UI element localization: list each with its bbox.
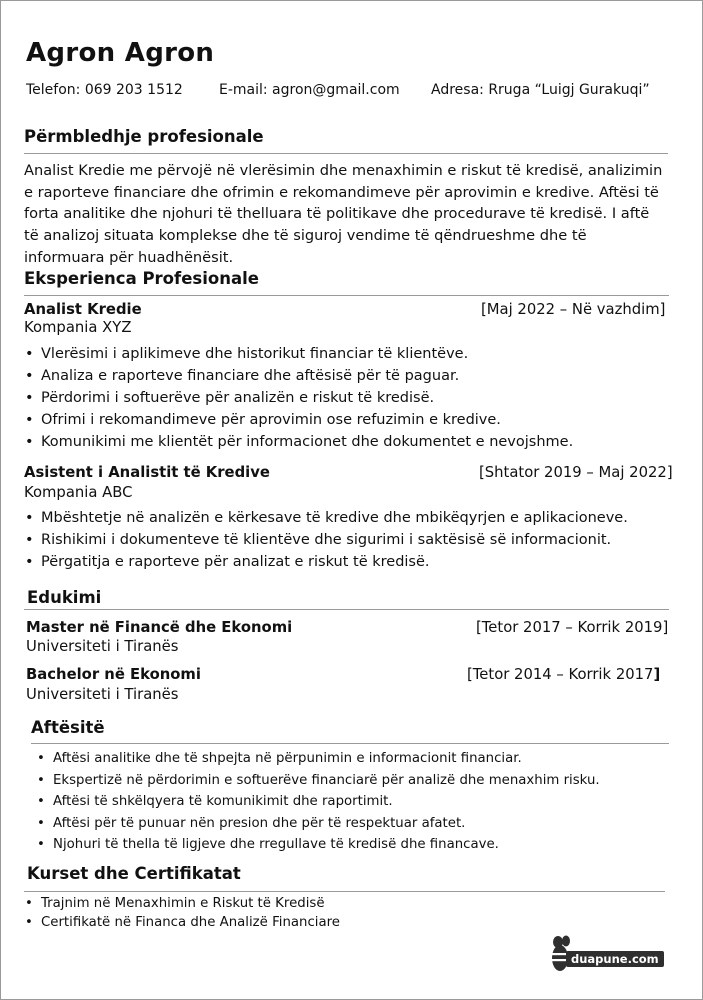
- school-name: Universiteti i Tiranës: [26, 638, 179, 655]
- job-company: Kompania XYZ: [24, 319, 132, 336]
- skills-list: [36, 748, 600, 856]
- list-item: • Komunikimi me klientët për informacionet dhe dokumentet e nevojshme.: [24, 432, 573, 454]
- contact-address: Adresa: Rruga “Luigj Gurakuqi”: [431, 82, 650, 98]
- contact-email: E-mail: agron@gmail.com: [219, 82, 400, 98]
- list-item: • Ekspertizë në përdorimin e softuerëve financiarë për analizë dhe menaxhim risku.: [36, 770, 600, 792]
- job-company: Kompania ABC: [24, 484, 133, 501]
- list-item: • Certifikatë në Financa dhe Analizë Financiare: [24, 913, 340, 932]
- candidate-name: Agron Agron: [26, 38, 215, 68]
- list-item: • Përgatitja e raporteve për analizat e riskut të kredisë.: [24, 552, 628, 574]
- list-item: • Aftësi analitike dhe të shpejta në përpunimin e informacionit financiar.: [36, 748, 600, 770]
- list-item: • Aftësi për të punuar nën presion dhe për të respektuar afatet.: [36, 813, 600, 835]
- skills-heading: Aftësitë: [31, 718, 105, 737]
- list-item: • Vlerësimi i aplikimeve dhe historikut financiar të klientëve.: [24, 344, 573, 366]
- education-divider: [24, 609, 669, 610]
- degree-dates: [Tetor 2014 – Korrik 2017]: [467, 666, 661, 683]
- degree-title: Master në Financë dhe Ekonomi: [26, 619, 293, 636]
- skills-divider: [31, 743, 669, 744]
- courses-heading: Kurset dhe Certifikatat: [27, 864, 241, 883]
- contact-phone: Telefon: 069 203 1512: [26, 82, 183, 98]
- list-item: • Aftësi të shkëlqyera të komunikimit dhe raportimit.: [36, 791, 600, 813]
- degree-title: Bachelor në Ekonomi: [26, 666, 201, 683]
- duapune-logo-text: duapune.com: [566, 951, 664, 967]
- list-item: • Trajnim në Menaxhimin e Riskut të Kredisë: [24, 894, 340, 913]
- job-title: Asistent i Analistit të Kredive: [24, 464, 270, 481]
- summary-divider: [24, 153, 668, 154]
- courses-list: [24, 894, 340, 932]
- school-name: Universiteti i Tiranës: [26, 686, 179, 703]
- courses-divider: [24, 891, 665, 892]
- degree-dates: [Tetor 2017 – Korrik 2019]: [476, 619, 669, 636]
- list-item: • Analiza e raporteve financiare dhe aftësisë për të paguar.: [24, 366, 573, 388]
- list-item: • Ofrimi i rekomandimeve për aprovimin ose refuzimin e kredive.: [24, 410, 573, 432]
- list-item: • Mbështetje në analizën e kërkesave të kredive dhe mbikëqyrjen e aplikacioneve.: [24, 508, 628, 530]
- list-item: • Njohuri të thella të ligjeve dhe rregullave të kredisë dhe financave.: [36, 834, 600, 856]
- experience-heading: Eksperienca Profesionale: [24, 269, 259, 288]
- education-heading: Edukimi: [27, 588, 102, 607]
- summary-heading: Përmbledhje profesionale: [24, 127, 264, 146]
- job-title: Analist Kredie: [24, 301, 142, 318]
- job-duties-list: [24, 508, 628, 574]
- summary-text: Analist Kredie me përvojë në vlerësimin dhe menaxhimin e riskut të kredisë, analizimin e raporteve financiare dhe ofrimin e rekomandimeve për aprovimin e kredive. Aftësi të forta analitike dhe njohuri të thelluara të politikave dhe procedurave të kredisë. I aftë të analizoj situata komplekse dhe të siguroj vendime të qëndrueshme dhe të informuara për huadhënësit.: [24, 162, 663, 266]
- job-duties-list: [24, 344, 573, 454]
- job-dates: [Maj 2022 – Në vazhdim]: [481, 301, 666, 318]
- list-item: • Rishikimi i dokumenteve të klientëve dhe sigurimi i saktësisë së informacionit.: [24, 530, 628, 552]
- list-item: • Përdorimi i softuerëve për analizën e riskut të kredisë.: [24, 388, 573, 410]
- job-dates: [Shtator 2019 – Maj 2022]: [479, 464, 673, 481]
- experience-divider: [24, 295, 669, 296]
